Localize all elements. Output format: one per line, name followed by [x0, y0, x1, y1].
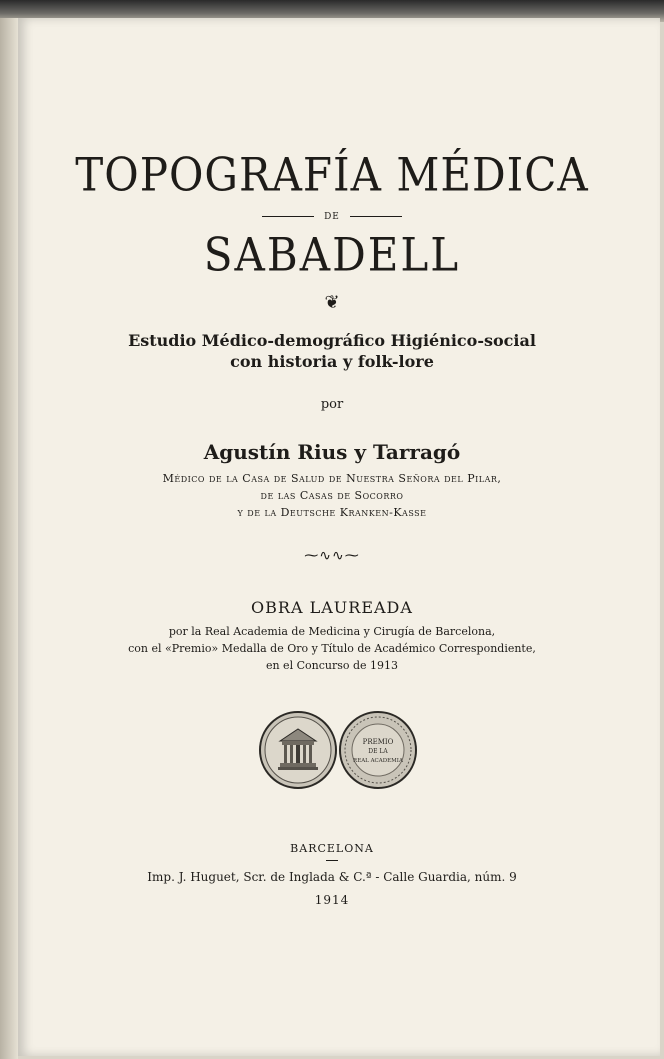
award-heading: OBRA LAUREADA — [251, 598, 413, 617]
award-line-3: en el Concurso de 1913 — [265, 659, 399, 672]
award-line-1: por la Real Academia de Medicina y Cirugía de Barcelona, — [168, 625, 496, 638]
imprint-printer: Imp. J. Huguet, Scr. de Inglada & C.ª - Calle Guardia, núm. 9 — [147, 870, 517, 884]
medal-text-line-3: REAL ACADEMIA — [353, 758, 403, 764]
imprint-year: 1914 — [314, 893, 350, 907]
author-affiliation — [0, 470, 664, 521]
by-line: por — [320, 397, 344, 412]
fleuron-icon: ❦ — [324, 292, 340, 313]
medal-reverse-icon — [340, 712, 416, 788]
title-line-1: TOPOGRAFÍA MÉDICA — [75, 147, 589, 202]
subtitle-line-2: con historia y folk-lore — [230, 352, 434, 371]
title-connector-row — [0, 212, 664, 222]
medals-illustration — [258, 707, 418, 793]
imprint-city: BARCELONA — [290, 842, 374, 855]
author-name: Agustín Rius y Tarragó — [203, 440, 461, 464]
imprint-rule — [326, 860, 338, 861]
connector-rule-right — [350, 216, 402, 217]
medal-obverse-icon — [260, 712, 336, 788]
award-line-2: con el «Premio» Medalla de Oro y Título de Académico Correspondiente, — [128, 642, 536, 655]
title-line-2: SABADELL — [203, 227, 461, 282]
connector-rule-left — [262, 216, 314, 217]
affiliation-line-2: de las Casas de Socorro — [260, 489, 404, 502]
affiliation-line-3: y de la Deutsche Kranken-Kasse — [237, 506, 427, 519]
affiliation-line-1: Médico de la Casa de Salud de Nuestra Señora del Pilar, — [162, 472, 502, 485]
ornament-icon: ⁓∿∿⁓ — [304, 548, 360, 564]
medal-text-line-1: PREMIO — [362, 738, 394, 746]
subtitle-line-1: Estudio Médico-demográfico Higiénico-social — [128, 331, 536, 350]
medal-text-line-2: DE LA — [368, 748, 388, 755]
subtitle — [0, 330, 664, 372]
title-connector: DE — [324, 212, 340, 222]
award-details — [0, 623, 664, 674]
